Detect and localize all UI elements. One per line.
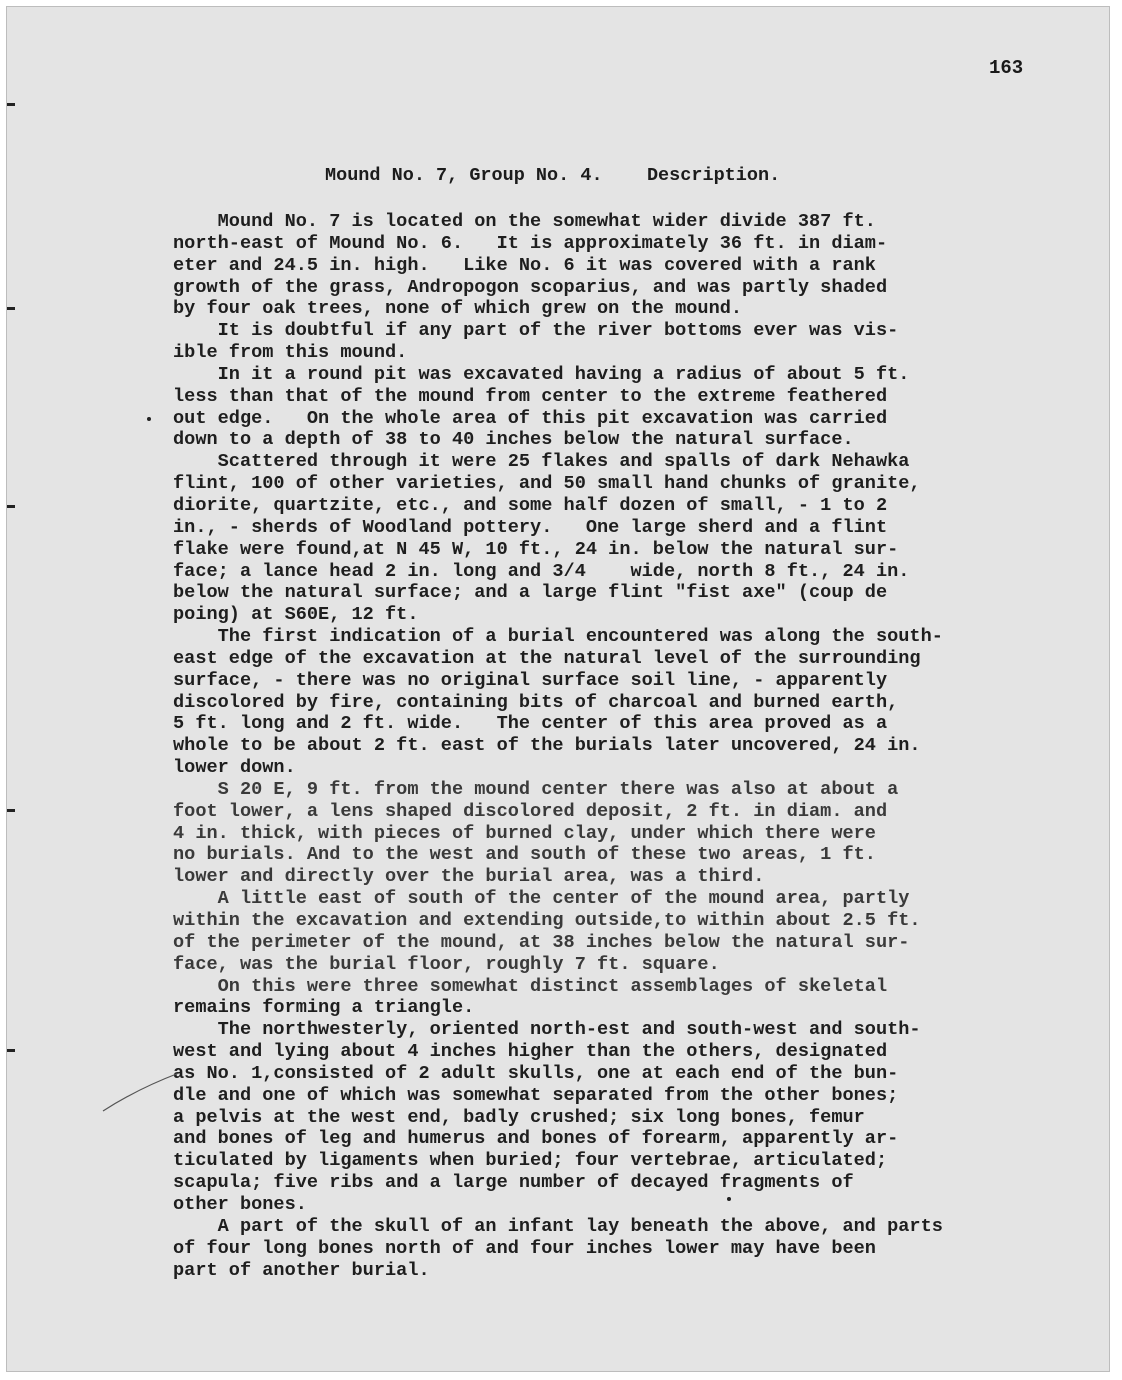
text-line: and bones of leg and humerus and bones of forearm, apparently ar-	[173, 1128, 899, 1150]
text-line: poing) at S60E, 12 ft.	[173, 604, 419, 626]
text-line: The northwesterly, oriented north-est and south-west and south-	[173, 1019, 921, 1041]
text-line: On this were three somewhat distinct assemblages of skeletal	[173, 975, 888, 997]
text-line: 5 ft. long and 2 ft. wide. The center of this area proved as a	[173, 713, 888, 735]
text-line: east edge of the excavation at the natural level of the surrounding	[173, 647, 921, 669]
text-line: within the excavation and extending outside,to within about 2.5 ft.	[173, 910, 921, 931]
text-line: of four long bones north of and four inches lower may have been	[173, 1237, 876, 1259]
text-line: of the perimeter of the mound, at 38 inches below the natural sur-	[173, 931, 910, 953]
text-line: The first indication of a burial encountered was along the south-	[173, 626, 943, 648]
text-line: below the natural surface; and a large flint "fist axe" (coup de	[173, 582, 888, 604]
text-line: A little east of south of the center of the mound area, partly	[173, 888, 910, 910]
text-line: foot lower, a lens shaped discolored deposit, 2 ft. in diam. and	[173, 800, 888, 822]
text-line: whole to be about 2 ft. east of the burials later uncovered, 24 in.	[173, 735, 921, 757]
text-line: It is doubtful if any part of the river bottoms ever was vis-	[173, 320, 899, 342]
text-line: discolored by fire, containing bits of charcoal and burned earth,	[173, 691, 899, 713]
text-line: dle and one of which was somewhat separated from the other bones;	[173, 1084, 899, 1106]
text-line: west and lying about 4 inches higher than the others, designated	[173, 1041, 888, 1063]
pencil-annotation-stroke	[7, 7, 1110, 1372]
text-line: Mound No. 7 is located on the somewhat wider divide 387 ft.	[173, 211, 876, 232]
text-line: down to a depth of 38 to 40 inches below the natural surface.	[173, 429, 854, 451]
text-line: eter and 24.5 in. high. Like No. 6 it was covered with a rank	[173, 254, 876, 276]
text-line: diorite, quartzite, etc., and some half dozen of small, - 1 to 2	[173, 494, 888, 516]
text-line: part of another burial.	[173, 1259, 430, 1281]
text-line: 4 in. thick, with pieces of burned clay, under which there were	[173, 822, 876, 844]
text-line: in., - sherds of Woodland pottery. One large sherd and a flint	[173, 516, 888, 538]
page-number: 163	[989, 57, 1024, 79]
text-line: In it a round pit was excavated having a radius of about 5 ft.	[173, 363, 910, 385]
text-line: face, was the burial floor, roughly 7 ft. square.	[173, 953, 720, 975]
text-line: no burials. And to the west and south of these two areas, 1 ft.	[173, 844, 876, 866]
text-line: face; a lance head 2 in. long and 3/4 wide, north 8 ft., 24 in.	[173, 560, 910, 582]
text-line: lower down.	[173, 757, 296, 779]
text-line: A part of the skull of an infant lay beneath the above, and parts	[173, 1215, 943, 1237]
text-line: ticulated by ligaments when buried; four vertebrae, articulated;	[173, 1150, 888, 1172]
text-line: less than that of the mound from center to the extreme feathered	[173, 385, 888, 407]
text-line: ible from this mound.	[173, 342, 408, 364]
text-line: surface, - there was no original surface soil line, - apparently	[173, 669, 888, 691]
text-line: growth of the grass, Andropogon scoparius, and was partly shaded	[173, 276, 888, 298]
text-line: lower and directly over the burial area, was a third.	[173, 866, 765, 888]
text-line: remains forming a triangle.	[173, 997, 475, 1019]
text-line: S 20 E, 9 ft. from the mound center there was also at about a	[173, 778, 899, 800]
page-title: Mound No. 7, Group No. 4. Description.	[325, 165, 781, 186]
text-line: other bones.	[173, 1193, 307, 1215]
typescript-page	[6, 6, 1110, 1372]
text-line: scapula; five ribs and a large number of decayed fragments of	[173, 1172, 854, 1194]
text-line: north-east of Mound No. 6. It is approximately 36 ft. in diam-	[173, 232, 888, 254]
text-line: flint, 100 of other varieties, and 50 small hand chunks of granite,	[173, 473, 921, 495]
text-line: as No. 1,consisted of 2 adult skulls, one at each end of the bun-	[173, 1062, 899, 1084]
text-line: a pelvis at the west end, badly crushed; six long bones, femur	[173, 1106, 865, 1128]
text-line: out edge. On the whole area of this pit excavation was carried	[173, 407, 888, 429]
text-line: by four oak trees, none of which grew on the mound.	[173, 298, 743, 320]
text-line: flake were found,at N 45 W, 10 ft., 24 in. below the natural sur-	[173, 538, 899, 560]
text-line: Scattered through it were 25 flakes and spalls of dark Nehawka	[173, 451, 910, 473]
